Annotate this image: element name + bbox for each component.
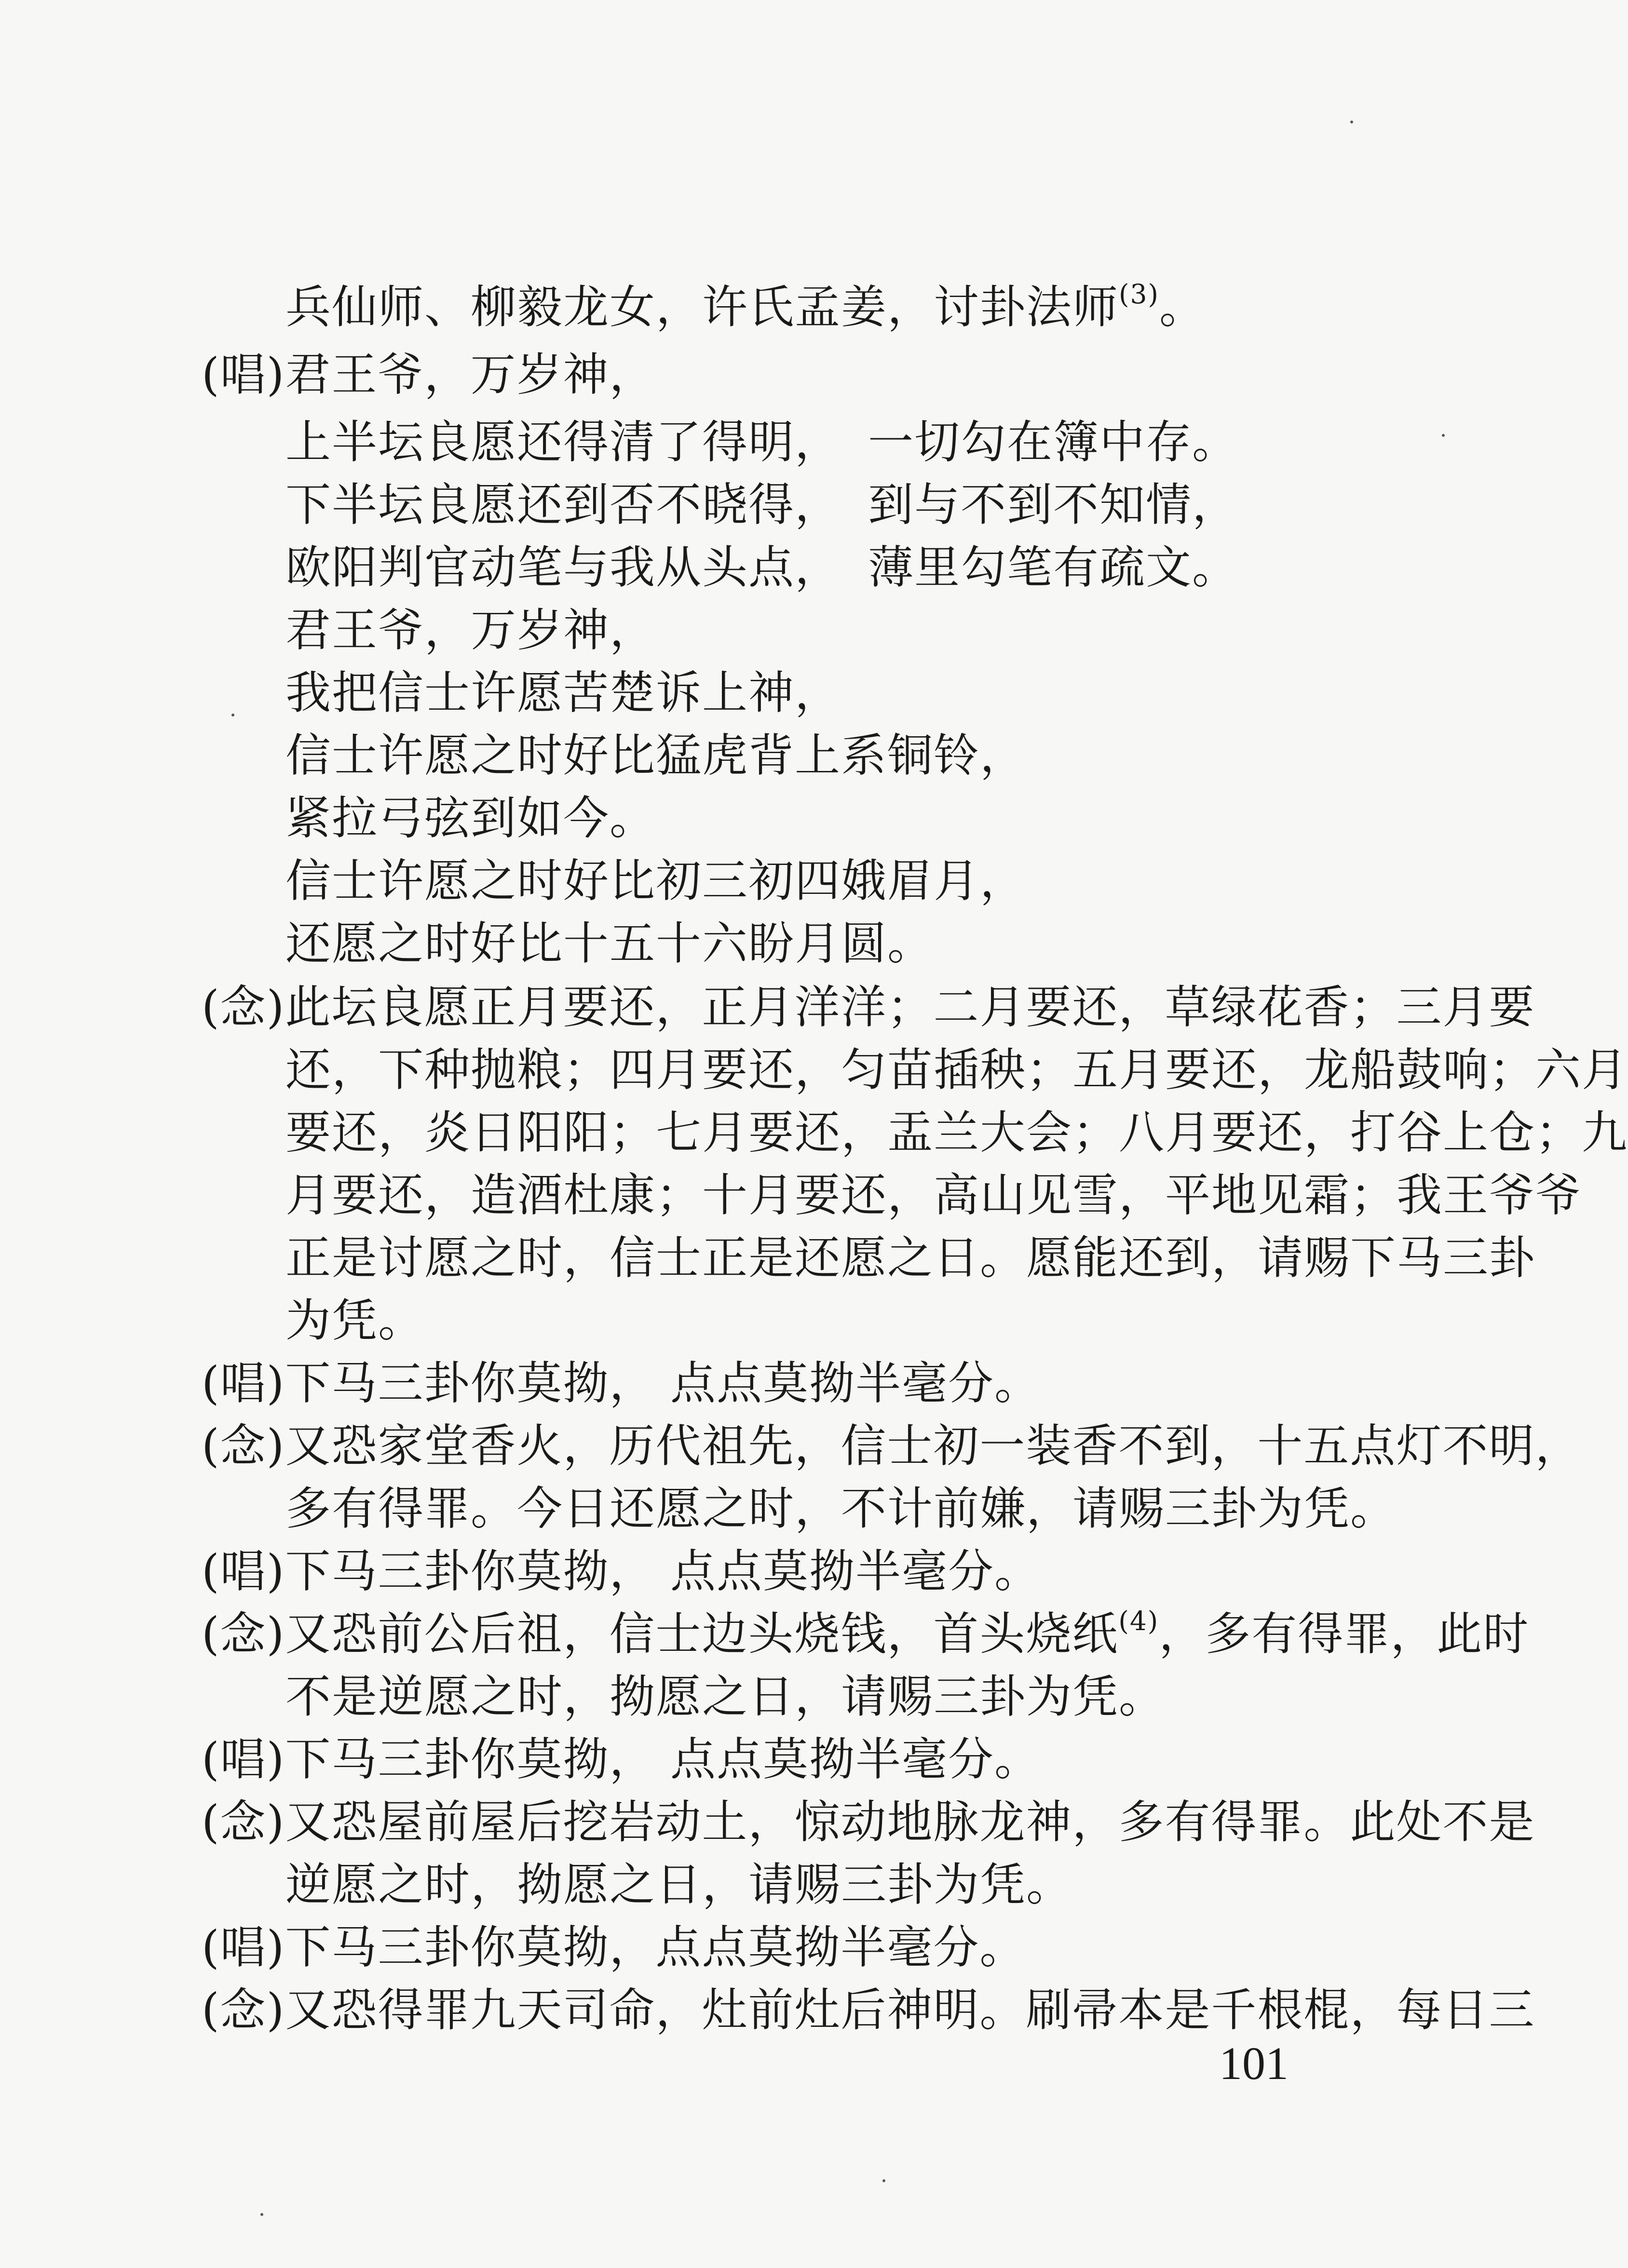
line-text: 。 [1159, 281, 1206, 334]
text-line-20: 多有得罪。今日还愿之时，不计前嫌，请赐三卦为凭。 [285, 1483, 1397, 1535]
scan-speck [1350, 121, 1353, 123]
text-line-26: 逆愿之时，拗愿之日，请赐三卦为凭。 [285, 1859, 1073, 1911]
footnote-ref-4: (4) [1118, 1606, 1159, 1636]
text-line-17: 为凭。 [285, 1295, 425, 1347]
verse-right: 一切勾在簿中存。 [868, 416, 1239, 469]
text-line-14: 要还，炎日阳阳；七月要还，盂兰大会；八月要还，打谷上仓；九 [285, 1107, 1628, 1159]
text-line-23: 不是逆愿之时，拗愿之日，请赐三卦为凭。 [285, 1671, 1166, 1723]
text-line-22 [202, 1606, 1529, 1663]
chorus-right: 点点莫拗半毫分。 [670, 1733, 1041, 1786]
text-line-9: 紧拉弓弦到如今。 [285, 792, 656, 845]
verse-right: 薄里勾笔有疏文。 [868, 541, 1239, 594]
text-line-7: 我把信士许愿苦楚诉上神， [285, 667, 841, 719]
verse-couplet-1 [285, 414, 1239, 472]
line-text: 兵仙师、柳毅龙女，许氏孟姜，讨卦法师 [285, 281, 1119, 334]
verse-couplet-3 [285, 539, 1239, 597]
text-line-12: (念)此坛良愿正月要还，正月洋洋；二月要还，草绿花香；三月要 [202, 981, 1535, 1034]
scan-speck [231, 714, 234, 716]
text-line-13: 还，下种抛粮；四月要还，匀苗插秧；五月要还，龙船鼓响；六月 [285, 1044, 1628, 1096]
footnote-ref-3: (3) [1119, 279, 1159, 310]
chorus-left: (唱)下马三卦你莫拗， [202, 1357, 656, 1410]
text-line-25: (念)又恐屋前屋后挖岩动土，惊动地脉龙神，多有得罪。此处不是 [202, 1796, 1535, 1849]
line-text: (念)又恐前公后祖，信士边头烧钱，首头烧纸 [202, 1608, 1119, 1660]
text-line-19: (念)又恐家堂香火，历代祖先，信士初一装香不到，十五点灯不明， [202, 1420, 1582, 1472]
text-line-15: 月要还，造酒杜康；十月要还，高山见雪，平地见霜；我王爷爷 [285, 1169, 1582, 1222]
page-number: 101 [1219, 2038, 1289, 2089]
chorus-left: (唱)下马三卦你莫拗， [202, 1545, 656, 1598]
verse-left: 上半坛良愿还得清了得明， [285, 416, 841, 469]
verse-left: 下半坛良愿还到否不晓得， [285, 479, 841, 531]
verse-right: 到与不到不知情， [868, 479, 1239, 531]
chorus-left: (唱)下马三卦你莫拗， [202, 1733, 656, 1786]
chorus-line-1 [202, 1355, 1041, 1413]
verse-left: 欧阳判官动笔与我从头点， [285, 541, 841, 594]
chorus-right: 点点莫拗半毫分。 [670, 1357, 1041, 1410]
verse-couplet-2 [285, 476, 1239, 534]
text-line-1 [285, 279, 1206, 337]
scan-speck [882, 2179, 885, 2182]
text-line-8: 信士许愿之时好比猛虎背上系铜铃， [285, 729, 1027, 782]
chorus-right: 点点莫拗半毫分。 [670, 1545, 1041, 1598]
text-line-11: 还愿之时好比十五十六盼月圆。 [285, 918, 934, 970]
text-line-6: 君王爷，万岁神， [285, 604, 656, 657]
line-text: ，多有得罪，此时 [1159, 1608, 1530, 1660]
text-line-28: (念)又恐得罪九天司命，灶前灶后神明。刷帚本是千根棍，每日三 [202, 1984, 1535, 2037]
text-line-27: (唱)下马三卦你莫拗，点点莫拗半毫分。 [202, 1921, 1026, 1974]
text-line-2: (唱)君王爷，万岁神， [202, 349, 656, 401]
text-line-16: 正是讨愿之时，信士正是还愿之日。愿能还到，请赐下马三卦 [285, 1232, 1536, 1284]
chorus-line-2 [202, 1543, 1041, 1601]
chorus-line-3 [202, 1731, 1041, 1789]
scan-speck [1442, 434, 1445, 437]
scan-speck [260, 2213, 263, 2216]
text-line-10: 信士许愿之时好比初三初四娥眉月， [285, 855, 1027, 907]
